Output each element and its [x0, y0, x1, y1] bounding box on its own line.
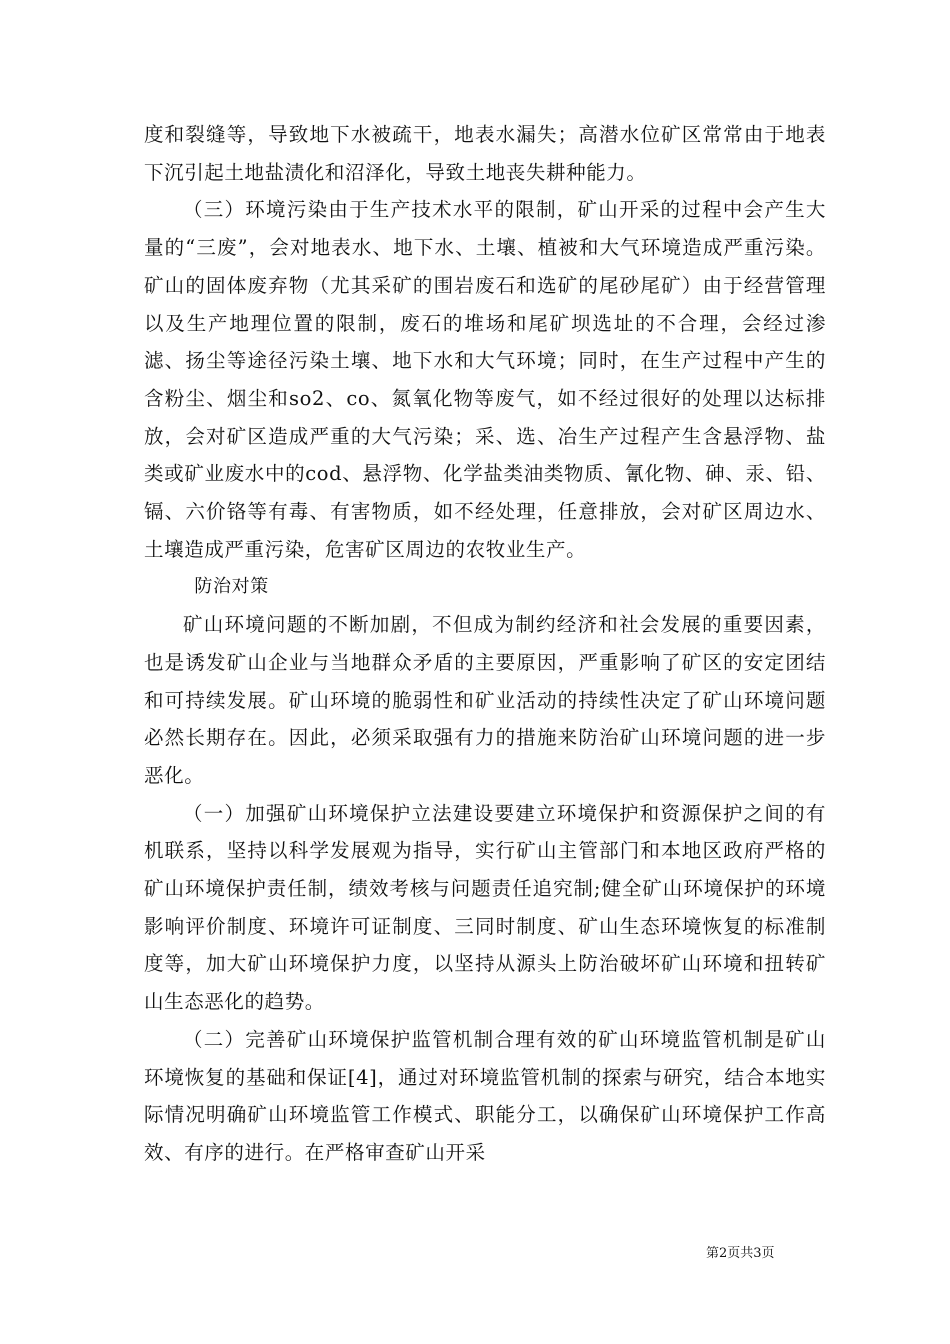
paragraph-continued: 度和裂缝等，导致地下水被疏干，地表水漏失；高潜水位矿区常常由于地表下沉引起土地盐渍化和沼泽化，导致土地丧失耕种能力。 [144, 123, 826, 184]
paragraph-supervision: （二）完善矿山环境保护监管机制合理有效的矿山环境监管机制是矿山环境恢复的基础和保证[4]，通过对环境监管机制的探索与研究，结合本地实际情况明确矿山环境监管工作模式、职能分工，以确保矿山环境保护工作高效、有序的进行。在严格审查矿山开采 [144, 1027, 826, 1164]
document-body [144, 116, 826, 1172]
page-footer [0, 1244, 950, 1264]
paragraph-legislation: （一）加强矿山环境保护立法建设要建立环境保护和资源保护之间的有机联系，坚持以科学发展观为指导，实行矿山主管部门和本地区政府严格的矿山环境保护责任制，绩效考核与问题责任追究制;健全矿山环境保护的环境影响评价制度、环境许可证制度、三同时制度、矿山生态环境恢复的标准制度等，加大矿山环境保护力度，以坚持从源头上防治破坏矿山环境和扭转矿山生态恶化的趋势。 [144, 801, 826, 1014]
section-heading-countermeasures: 防治对策 [194, 576, 269, 598]
page-number: 第2页共3页 [706, 1246, 775, 1261]
paragraph-environment-pollution: （三）环境污染由于生产技术水平的限制，矿山开采的过程中会产生大量的“三废”，会对地表水、地下水、土壤、植被和大气环境造成严重污染。矿山的固体废弃物（尤其采矿的围岩废石和选矿的尾砂尾矿）由于经营管理以及生产地理位置的限制，废石的堆场和尾矿坝选址的不合理，会经过渗滤、扬尘等途径污染土壤、地下水和大气环境；同时，在生产过程中产生的含粉尘、烟尘和so2、co、氮氧化物等废气，如不经过很好的处理以达标排放，会对矿区造成严重的大气污染；采、选、冶生产过程产生含悬浮物、盐类或矿业废水中的cod、悬浮物、化学盐类油类物质、氰化物、砷、汞、铅、镉、六价铬等有毒、有害物质，如不经处理，任意排放，会对矿区周边水、土壤造成严重污染，危害矿区周边的农牧业生产。 [144, 198, 826, 561]
paragraph-countermeasures-intro: 矿山环境问题的不断加剧，不但成为制约经济和社会发展的重要因素，也是诱发矿山企业与当地群众矛盾的主要原因，严重影响了矿区的安定团结和可持续发展。矿山环境的脆弱性和矿业活动的持续性决定了矿山环境问题必然长期存在。因此，必须采取强有力的措施来防治矿山环境问题的进一步恶化。 [144, 613, 826, 787]
